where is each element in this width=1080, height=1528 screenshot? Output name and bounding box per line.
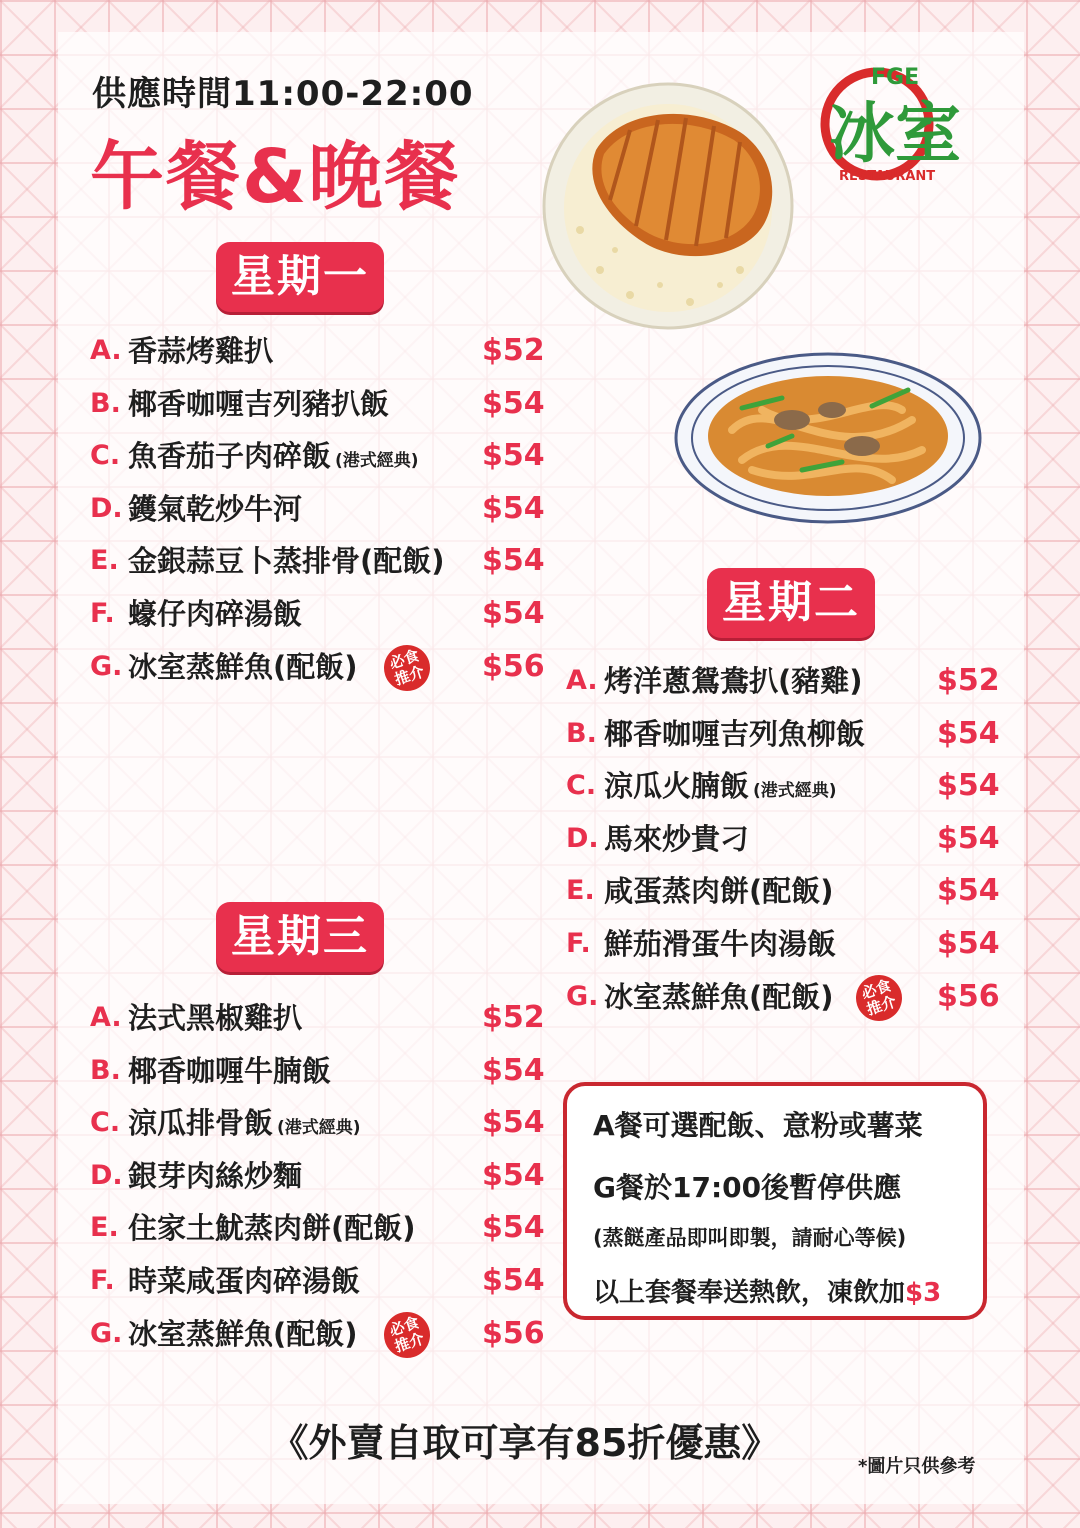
menu-item bbox=[90, 325, 545, 378]
menu-item-price: $54 bbox=[482, 1052, 545, 1088]
menu-item-code: F. bbox=[90, 597, 115, 629]
menu-item-code: F. bbox=[90, 1264, 115, 1296]
info-line-3: (蒸餸產品即叫即製，請耐心等候) bbox=[593, 1226, 907, 1250]
menu-item-name bbox=[128, 1255, 360, 1308]
menu-item-name bbox=[604, 813, 749, 866]
menu-item bbox=[90, 483, 545, 536]
menu-item-code: A. bbox=[90, 335, 122, 366]
menu-item-price: $52 bbox=[482, 333, 545, 368]
must-try-stamp-text: 必食推介 bbox=[387, 645, 427, 689]
menu-item bbox=[90, 1308, 545, 1361]
opening-hours: 供應時間11:00-22:00 bbox=[92, 74, 474, 114]
menu-item-name-text: 涼瓜排骨飯 bbox=[128, 1106, 274, 1141]
menu-item-price: $54 bbox=[482, 385, 545, 421]
menu-item-name bbox=[604, 760, 837, 818]
fried-noodles-image bbox=[672, 350, 984, 526]
menu-item-name bbox=[128, 535, 445, 588]
menu-item-code: G. bbox=[90, 650, 123, 682]
menu-item-price: $54 bbox=[482, 543, 545, 579]
menu-list-wednesday bbox=[90, 992, 545, 1360]
menu-item-name bbox=[604, 971, 834, 1024]
menu-item-name bbox=[128, 641, 358, 694]
menu-item bbox=[90, 1097, 545, 1150]
pork-chop-rice-image bbox=[540, 80, 800, 332]
menu-item bbox=[90, 430, 545, 483]
menu-item bbox=[566, 865, 1000, 918]
menu-item bbox=[90, 1202, 545, 1255]
restaurant-logo bbox=[815, 58, 1005, 188]
menu-item-code: B. bbox=[90, 1054, 121, 1086]
menu-item-price: $56 bbox=[937, 978, 1000, 1014]
menu-item-price: $54 bbox=[937, 873, 1000, 909]
must-try-stamp bbox=[378, 1306, 436, 1364]
menu-item-name-text: 椰香咖喱吉列豬扒飯 bbox=[128, 386, 390, 421]
menu-item-price: $54 bbox=[937, 715, 1000, 751]
menu-item-name bbox=[128, 483, 302, 536]
menu-item-code: C. bbox=[90, 440, 121, 472]
info-line-4-text: 以上套餐奉送熱飲，凍飲加 bbox=[593, 1278, 906, 1308]
menu-item-name-text: 馬來炒貴刁 bbox=[604, 821, 750, 856]
menu-item-tag: (港式經典) bbox=[335, 451, 419, 472]
info-line-1: A餐可選配飯、意粉或薯菜 bbox=[593, 1109, 923, 1142]
menu-item bbox=[566, 918, 1000, 971]
menu-item-code: D. bbox=[90, 492, 123, 524]
menu-item-name-text: 冰室蒸鮮魚(配飯) bbox=[604, 979, 834, 1014]
menu-item-name bbox=[128, 1202, 416, 1255]
menu-item-name-text: 咸蛋蒸肉餅(配飯) bbox=[604, 874, 834, 909]
menu-list-monday bbox=[90, 325, 545, 693]
menu-item-price: $54 bbox=[482, 1210, 545, 1246]
logo-ring-text: RESTAURANT bbox=[839, 169, 936, 184]
menu-item-code: E. bbox=[90, 545, 119, 577]
menu-item-name bbox=[604, 655, 863, 708]
menu-item-code: E. bbox=[566, 875, 595, 907]
menu-item-name bbox=[128, 1045, 331, 1098]
logo-top-text: FGE bbox=[871, 65, 920, 90]
day-badge-monday: 星期一 bbox=[216, 242, 384, 312]
menu-item bbox=[90, 588, 545, 641]
info-line-2: G餐於17:00後暫停供應 bbox=[593, 1171, 902, 1204]
menu-item-name-text: 冰室蒸鮮魚(配飯) bbox=[128, 1316, 358, 1351]
menu-item-price: $54 bbox=[482, 490, 545, 526]
menu-item-tag: (港式經典) bbox=[277, 1118, 361, 1139]
menu-item-name bbox=[604, 708, 865, 761]
menu-item-price: $54 bbox=[482, 1262, 545, 1298]
menu-item-name-text: 時菜咸蛋肉碎湯飯 bbox=[128, 1263, 361, 1298]
day-badge-wednesday: 星期三 bbox=[216, 902, 384, 972]
must-try-stamp bbox=[850, 969, 908, 1027]
menu-item-name-text: 金銀蒜豆卜蒸排骨(配飯) bbox=[128, 544, 445, 579]
menu-item-name bbox=[604, 918, 836, 971]
menu-item-price: $54 bbox=[482, 1105, 545, 1141]
menu-item bbox=[90, 1045, 545, 1098]
menu-item-code: B. bbox=[90, 387, 121, 419]
menu-item-name bbox=[128, 1097, 361, 1155]
menu-item bbox=[566, 655, 1000, 708]
menu-item-name bbox=[128, 430, 419, 488]
page-title: 午餐&晚餐 bbox=[90, 134, 461, 220]
logo-main-text: 冰室 bbox=[829, 95, 961, 172]
menu-item bbox=[90, 535, 545, 588]
menu-item bbox=[566, 813, 1000, 866]
menu-item-code: G. bbox=[90, 1317, 123, 1349]
menu-item-name bbox=[128, 325, 273, 378]
menu-item-code: D. bbox=[566, 822, 599, 854]
menu-item-price: $54 bbox=[937, 820, 1000, 856]
menu-item-price: $54 bbox=[482, 438, 545, 474]
menu-list-tuesday bbox=[566, 655, 1000, 1023]
menu-item-name-text: 涼瓜火腩飯 bbox=[604, 769, 750, 804]
menu-item-name bbox=[604, 865, 834, 918]
menu-item-price: $54 bbox=[937, 768, 1000, 804]
menu-item-name-text: 魚香茄子肉碎飯 bbox=[128, 439, 332, 474]
menu-item bbox=[90, 992, 545, 1045]
menu-item-code: C. bbox=[90, 1107, 121, 1139]
menu-item-tag: (港式經典) bbox=[753, 781, 837, 802]
day-badge-tuesday: 星期二 bbox=[707, 568, 875, 638]
menu-item-price: $52 bbox=[482, 1000, 545, 1035]
menu-item-price: $52 bbox=[937, 663, 1000, 698]
menu-item bbox=[90, 1150, 545, 1203]
menu-item-name-text: 法式黑椒雞扒 bbox=[128, 1001, 303, 1035]
menu-item-price: $56 bbox=[482, 1315, 545, 1351]
takeaway-promo-text: 《外賣自取可享有85折優惠》 bbox=[270, 1421, 780, 1465]
menu-item-name-text: 冰室蒸鮮魚(配飯) bbox=[128, 649, 358, 684]
menu-item-code: B. bbox=[566, 717, 597, 749]
menu-item-code: D. bbox=[90, 1159, 123, 1191]
menu-item-name bbox=[128, 588, 302, 641]
menu-item bbox=[566, 760, 1000, 813]
menu-item-name-text: 蠔仔肉碎湯飯 bbox=[128, 596, 303, 631]
menu-item-name bbox=[128, 1150, 302, 1203]
menu-item-name-text: 香蒜烤雞扒 bbox=[128, 334, 274, 368]
menu-item-name-text: 椰香咖喱牛腩飯 bbox=[128, 1053, 332, 1088]
menu-item bbox=[566, 708, 1000, 761]
menu-item-code: A. bbox=[566, 665, 598, 696]
menu-item bbox=[90, 641, 545, 694]
menu-item-code: F. bbox=[566, 927, 591, 959]
menu-item-code: G. bbox=[566, 980, 599, 1012]
must-try-stamp-text: 必食推介 bbox=[859, 975, 899, 1019]
menu-item bbox=[90, 1255, 545, 1308]
menu-item-name bbox=[128, 378, 389, 431]
menu-item-price: $56 bbox=[482, 648, 545, 684]
must-try-stamp bbox=[378, 639, 436, 697]
menu-item-name-text: 椰香咖喱吉列魚柳飯 bbox=[604, 716, 866, 751]
menu-item-name-text: 鑊氣乾炒牛河 bbox=[128, 491, 303, 526]
menu-item-code: A. bbox=[90, 1002, 122, 1033]
menu-item bbox=[566, 971, 1000, 1024]
info-line-4 bbox=[593, 1272, 941, 1309]
menu-item-name-text: 鮮茄滑蛋牛肉湯飯 bbox=[604, 926, 837, 961]
menu-item-price: $54 bbox=[482, 595, 545, 631]
image-disclaimer: *圖片只供參考 bbox=[858, 1456, 976, 1477]
menu-item-code: C. bbox=[566, 770, 597, 802]
menu-item-name-text: 烤洋蔥鴛鴦扒(豬雞) bbox=[604, 664, 863, 698]
info-line-4-price: $3 bbox=[905, 1278, 942, 1308]
info-box bbox=[563, 1082, 987, 1320]
menu-item-code: E. bbox=[90, 1212, 119, 1244]
menu-item-name bbox=[128, 1308, 358, 1361]
menu-item-name bbox=[128, 992, 302, 1045]
menu-item-price: $54 bbox=[937, 925, 1000, 961]
menu-item-price: $54 bbox=[482, 1157, 545, 1193]
must-try-stamp-text: 必食推介 bbox=[387, 1312, 427, 1356]
menu-item-name-text: 住家土魷蒸肉餅(配飯) bbox=[128, 1211, 416, 1246]
menu-item bbox=[90, 378, 545, 431]
menu-item-name-text: 銀芽肉絲炒麵 bbox=[128, 1158, 303, 1193]
